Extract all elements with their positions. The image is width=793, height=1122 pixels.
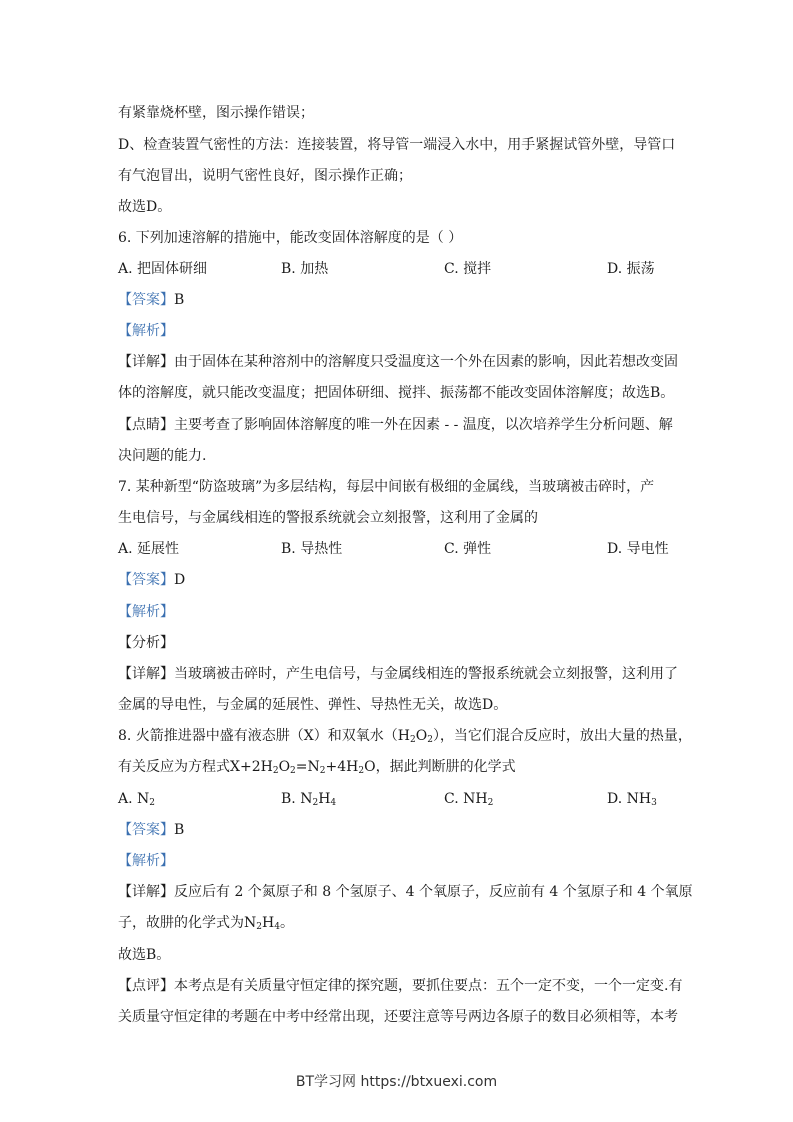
analysis-line: [118, 603, 174, 621]
subscript: 2: [409, 735, 416, 745]
subscript: 2: [272, 766, 279, 776]
subscript: 2: [427, 735, 433, 745]
subscript: 3: [651, 798, 657, 808]
tip-text: 主要考查了影响固体溶解度的唯一外在因素 - - 温度，以次培养学生分析问题、解: [174, 417, 673, 433]
option-b: B. 加热: [281, 261, 329, 277]
analysis-tag: 【解析】: [118, 853, 174, 869]
question-6: 6. 下列加速溶解的措施中，能改变固体溶解度的是（ ）: [118, 230, 463, 246]
fenxi-tag: 【分析】: [118, 635, 174, 651]
answer-value: B: [174, 822, 185, 838]
option-b: [281, 790, 336, 812]
option-text: C. NH: [444, 791, 488, 807]
subscript: 2: [256, 922, 262, 932]
answer-line: [118, 291, 184, 309]
detail-text: 由于固体在某种溶剂中的溶解度只受温度这一个外在因素的影响，因此若想改变固: [174, 354, 678, 370]
option-c: C. 搅拌: [444, 261, 492, 277]
option-a: A. 把固体研细: [118, 261, 208, 277]
option-c: [444, 790, 493, 812]
text-line: 关质量守恒定律的考题在中考中经常出现，还要注意等号两边各原子的数目必须相等，本考: [118, 1009, 678, 1025]
q8-text: 8. 火箭推进器中盛有液态肼（X）和双氧水（H: [118, 728, 410, 744]
option-text: B. N: [281, 791, 313, 807]
question-7: 7. 某种新型“防盗玻璃”为多层结构，每层中间嵌有极细的金属线，当玻璃被击碎时，产: [118, 479, 655, 495]
detail-text: 反应后有 2 个氮原子和 8 个氢原子、4 个氧原子，反应前有 4 个氢原子和 4 个氧原: [174, 884, 693, 900]
eq-text: O，据此判断肼的化学式: [364, 759, 516, 775]
text-line: [118, 914, 294, 936]
detail-line: [118, 883, 693, 901]
option-text: H: [318, 791, 331, 807]
q8-text: ），当它们混合反应时，放出大量的热量，: [432, 728, 692, 744]
eq-text: 有关反应为方程式X+2H: [118, 759, 273, 775]
subscript: 4: [330, 798, 337, 808]
subscript: 2: [487, 798, 494, 808]
option-d: D. 导电性: [607, 541, 669, 557]
subscript: 2: [319, 766, 326, 776]
subscript: 2: [358, 766, 365, 776]
tip-line: [118, 416, 673, 434]
option-d: D. 振荡: [607, 261, 655, 277]
text-line: 决问题的能力.: [118, 448, 207, 464]
option-text: D. NH: [607, 791, 652, 807]
text-line: 有紧靠烧杯壁，图示操作错误；: [118, 105, 314, 121]
detail-line: [118, 665, 678, 683]
answer-value: D: [174, 572, 186, 588]
detail-text: H: [261, 915, 275, 931]
answer-tag: 【答案】: [118, 572, 174, 588]
detail-text: 子，故肼的化学式为N: [118, 915, 257, 931]
comment-line: [118, 977, 682, 995]
text-line: 体的溶解度，就只能改变温度；把固体研细、搅拌、振荡都不能改变固体溶解度；故选B。: [118, 385, 675, 401]
text-line: 故选B。: [118, 947, 171, 963]
option-d: [607, 790, 657, 812]
detail-tag: 【详解】: [118, 666, 174, 682]
option-text: A. N: [118, 791, 150, 807]
footer-watermark: BT学习网 https://btxuexi.com: [295, 1074, 498, 1090]
analysis-line: [118, 852, 174, 870]
subscript: 2: [312, 798, 319, 808]
detail-text: 。: [279, 915, 294, 931]
analysis-tag: 【解析】: [118, 323, 174, 339]
answer-line: [118, 571, 185, 589]
comment-tag: 【点评】: [118, 978, 174, 994]
answer-line: [118, 821, 184, 839]
text-line: 故选D。: [118, 199, 172, 215]
text-line: 金属的导电性，与金属的延展性、弹性、导热性无关，故选D。: [118, 697, 508, 713]
answer-tag: 【答案】: [118, 822, 174, 838]
question-8: [118, 727, 692, 749]
text-line: 生电信号，与金属线相连的警报系统就会立刻报警，这利用了金属的: [118, 510, 538, 526]
text-line: D、检查装置气密性的方法：连接装置，将导管一端浸入水中，用手紧握试管外壁，导管口: [118, 137, 676, 153]
option-c: C. 弹性: [444, 541, 492, 557]
tip-tag: 【点睛】: [118, 417, 174, 433]
answer-value: B: [174, 292, 185, 308]
subscript: 2: [290, 766, 296, 776]
text-line: 有气泡冒出，说明气密性良好，图示操作正确；: [118, 168, 412, 184]
detail-tag: 【详解】: [118, 354, 174, 370]
detail-text: 当玻璃被击碎时，产生电信号，与金属线相连的警报系统就会立刻报警，这利用了: [174, 666, 678, 682]
detail-line: [118, 353, 678, 371]
subscript: 2: [149, 798, 155, 808]
comment-text: 本考点是有关质量守恒定律的探究题，要抓住要点：五个一定不变，一个一定变.有: [174, 978, 683, 994]
eq-text: =N: [295, 759, 320, 775]
q8-text: O: [415, 728, 428, 744]
option-a: [118, 790, 155, 812]
analysis-line: [118, 322, 174, 340]
eq-text: O: [278, 759, 291, 775]
option-a: A. 延展性: [118, 541, 180, 557]
eq-text: +4H: [325, 759, 359, 775]
detail-tag: 【详解】: [118, 884, 174, 900]
answer-tag: 【答案】: [118, 292, 174, 308]
option-b: B. 导热性: [281, 541, 343, 557]
analysis-tag: 【解析】: [118, 604, 174, 620]
equation-line: [118, 758, 516, 780]
subscript: 4: [274, 922, 280, 932]
fenxi-line: [118, 634, 174, 652]
